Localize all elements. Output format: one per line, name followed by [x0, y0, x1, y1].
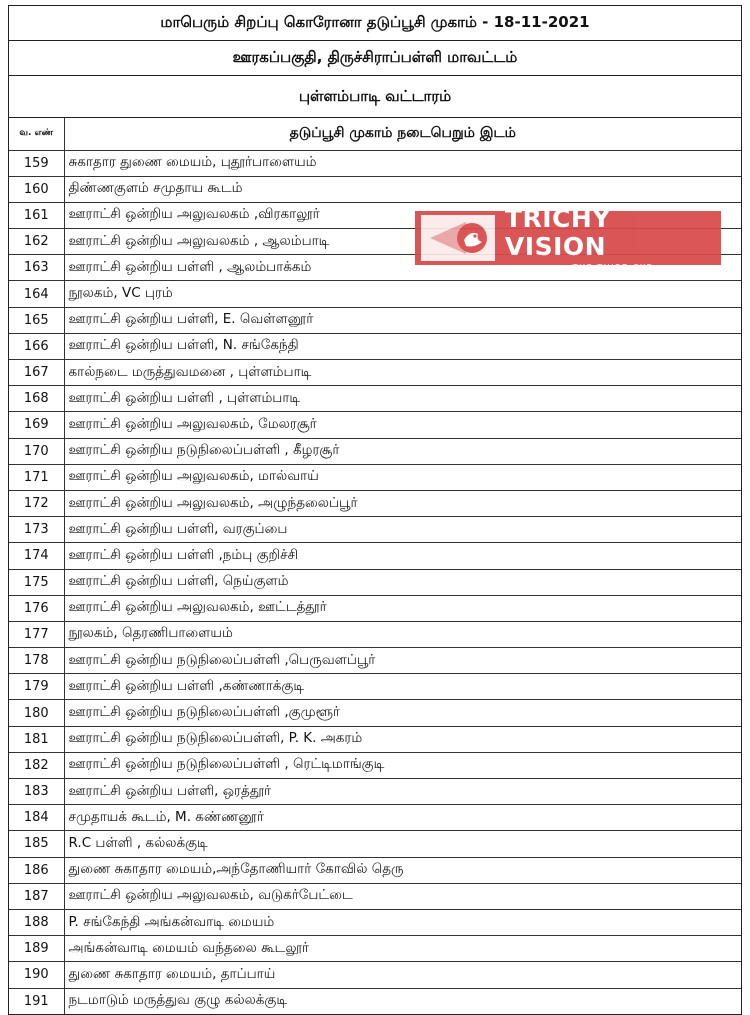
location-cell: ஊராட்சி ஒன்றிய அலுவலகம், மேலரசூர் — [64, 412, 741, 438]
location-header: தடுப்பூசி முகாம் நடைபெறும் இடம் — [64, 118, 741, 150]
watermark-subtitle: THE THIRD EYE — [572, 262, 654, 272]
serial-number-cell: 171 — [9, 464, 64, 490]
serial-number-cell: 180 — [9, 700, 64, 726]
location-cell: ஊராட்சி ஒன்றிய பள்ளி, E. வெள்ளனூர் — [64, 307, 741, 333]
location-cell: ஊராட்சி ஒன்றிய பள்ளி, நெய்குளம் — [64, 569, 741, 595]
location-cell: கால்நடை மருத்துவமனை , புள்ளம்பாடி — [64, 360, 741, 386]
table-row — [9, 962, 741, 988]
table-row — [9, 543, 741, 569]
location-cell: ஊராட்சி ஒன்றிய பள்ளி ,நம்பு குறிச்சி — [64, 543, 741, 569]
serial-number-cell: 188 — [9, 909, 64, 935]
table-row — [9, 674, 741, 700]
table-row — [9, 517, 741, 543]
location-cell: துணை சுகாதார மையம், தாப்பாய் — [64, 962, 741, 988]
table-row — [9, 883, 741, 909]
table-row — [9, 726, 741, 752]
table-row — [9, 805, 741, 831]
serial-number-cell: 190 — [9, 962, 64, 988]
location-cell: ஊராட்சி ஒன்றிய பள்ளி, N. சங்கேந்தி — [64, 333, 741, 359]
table-row — [9, 936, 741, 962]
serial-number-cell: 185 — [9, 831, 64, 857]
location-cell: ஊராட்சி ஒன்றிய பள்ளி , புள்ளம்பாடி — [64, 386, 741, 412]
table-row — [9, 307, 741, 333]
serial-number-cell: 159 — [9, 150, 64, 176]
location-cell: சமுதாயக் கூடம், M. கண்ணனூர் — [64, 805, 741, 831]
table-row — [9, 988, 741, 1014]
serial-number-cell: 178 — [9, 648, 64, 674]
district-heading: ஊரகப்பகுதி, திருச்சிராப்பள்ளி மாவட்டம் — [9, 41, 741, 76]
serial-number-cell: 165 — [9, 307, 64, 333]
serial-number-cell: 186 — [9, 857, 64, 883]
location-cell: சுகாதார துணை மையம், புதூர்பாளையம் — [64, 150, 741, 176]
table-row — [9, 909, 741, 935]
location-cell: நடமாடும் மருத்துவ குழு கல்லக்குடி — [64, 988, 741, 1014]
serial-number-cell: 167 — [9, 360, 64, 386]
table-row — [9, 412, 741, 438]
location-cell: ஊராட்சி ஒன்றிய அலுவலகம், வடுகர்பேட்டை — [64, 883, 741, 909]
watermark-title: TRICHY VISION — [504, 203, 611, 261]
table-header-row — [9, 118, 741, 150]
location-cell: ஊராட்சி ஒன்றிய நடுநிலைப்பள்ளி, P. K. அகரம் — [64, 726, 741, 752]
serial-number-cell: 168 — [9, 386, 64, 412]
table-row — [9, 700, 741, 726]
table-row — [9, 150, 741, 176]
location-cell: ஊராட்சி ஒன்றிய பள்ளி , ஆலம்பாக்கம் — [64, 255, 741, 281]
serial-number-cell: 163 — [9, 255, 64, 281]
location-cell: R.C பள்ளி , கல்லக்குடி — [64, 831, 741, 857]
location-cell: ஊராட்சி ஒன்றிய நடுநிலைப்பள்ளி , ரெட்டிமாங்குடி — [64, 752, 741, 778]
location-cell: ஊராட்சி ஒன்றிய அலுவலகம் ,விரகாலூர் — [64, 202, 741, 228]
table-body — [9, 150, 741, 1014]
table-row — [9, 595, 741, 621]
location-cell: ஊராட்சி ஒன்றிய நடுநிலைப்பள்ளி , கீழரசூர் — [64, 438, 741, 464]
rooster-logo-icon — [421, 215, 495, 261]
serial-number-cell: 160 — [9, 176, 64, 202]
location-cell: P. சங்கேந்தி அங்கன்வாடி மையம் — [64, 909, 741, 935]
location-cell: ஊராட்சி ஒன்றிய அலுவலகம், மால்வாய் — [64, 464, 741, 490]
table-row — [9, 176, 741, 202]
location-cell: ஊராட்சி ஒன்றிய பள்ளி, ஒரத்தூர் — [64, 779, 741, 805]
table-row — [9, 621, 741, 647]
trichy-vision-watermark — [415, 203, 721, 272]
serial-number-cell: 183 — [9, 779, 64, 805]
table-row — [9, 281, 741, 307]
block-heading: புள்ளம்பாடி வட்டாரம் — [9, 76, 741, 118]
location-cell: துணை சுகாதார மையம்,அந்தோணியார் கோவில் தெரு — [64, 857, 741, 883]
table-row — [9, 464, 741, 490]
serial-number-cell: 166 — [9, 333, 64, 359]
serial-number-cell: 181 — [9, 726, 64, 752]
serial-number-cell: 184 — [9, 805, 64, 831]
table-row — [9, 438, 741, 464]
serial-number-cell: 161 — [9, 202, 64, 228]
table-row — [9, 648, 741, 674]
serial-number-cell: 172 — [9, 490, 64, 516]
location-cell: நூலகம், VC புரம் — [64, 281, 741, 307]
table-row — [9, 857, 741, 883]
location-cell: நூலகம், தெரணிபாளையம் — [64, 621, 741, 647]
table-row — [9, 490, 741, 516]
location-cell: திண்ணகுளம் சமுதாய கூடம் — [64, 176, 741, 202]
serial-number-cell: 187 — [9, 883, 64, 909]
location-cell: ஊராட்சி ஒன்றிய அலுவலகம், ஊட்டத்தூர் — [64, 595, 741, 621]
serial-number-cell: 169 — [9, 412, 64, 438]
serial-number-cell: 170 — [9, 438, 64, 464]
document-title: மாபெரும் சிறப்பு கொரோனா தடுப்பூசி முகாம் - 18-11-2021 — [9, 6, 741, 41]
location-cell: ஊராட்சி ஒன்றிய பள்ளி, வரகுப்பை — [64, 517, 741, 543]
location-cell: ஊராட்சி ஒன்றிய நடுநிலைப்பள்ளி ,பெருவளப்பூர் — [64, 648, 741, 674]
vaccination-camp-sheet — [8, 5, 742, 1015]
serial-number-cell: 176 — [9, 595, 64, 621]
location-cell: ஊராட்சி ஒன்றிய அலுவலகம், அழுந்தலைப்பூர் — [64, 490, 741, 516]
serial-number-cell: 175 — [9, 569, 64, 595]
serial-number-cell: 177 — [9, 621, 64, 647]
location-cell: ஊராட்சி ஒன்றிய அலுவலகம் , ஆலம்பாடி — [64, 229, 741, 255]
serial-number-header: வ. எண் — [9, 118, 64, 150]
table-row — [9, 360, 741, 386]
serial-number-cell: 189 — [9, 936, 64, 962]
serial-number-cell: 164 — [9, 281, 64, 307]
serial-number-cell: 173 — [9, 517, 64, 543]
table-row — [9, 752, 741, 778]
location-cell: அங்கன்வாடி மையம் வந்தலை கூடலூர் — [64, 936, 741, 962]
location-cell: ஊராட்சி ஒன்றிய பள்ளி ,கண்ணாக்குடி — [64, 674, 741, 700]
table-row — [9, 779, 741, 805]
table-row — [9, 831, 741, 857]
serial-number-cell: 182 — [9, 752, 64, 778]
table-row — [9, 333, 741, 359]
serial-number-cell: 191 — [9, 988, 64, 1014]
serial-number-cell: 174 — [9, 543, 64, 569]
table-row — [9, 386, 741, 412]
table-row — [9, 569, 741, 595]
serial-number-cell: 162 — [9, 229, 64, 255]
location-cell: ஊராட்சி ஒன்றிய நடுநிலைப்பள்ளி ,குமுளூர் — [64, 700, 741, 726]
serial-number-cell: 179 — [9, 674, 64, 700]
